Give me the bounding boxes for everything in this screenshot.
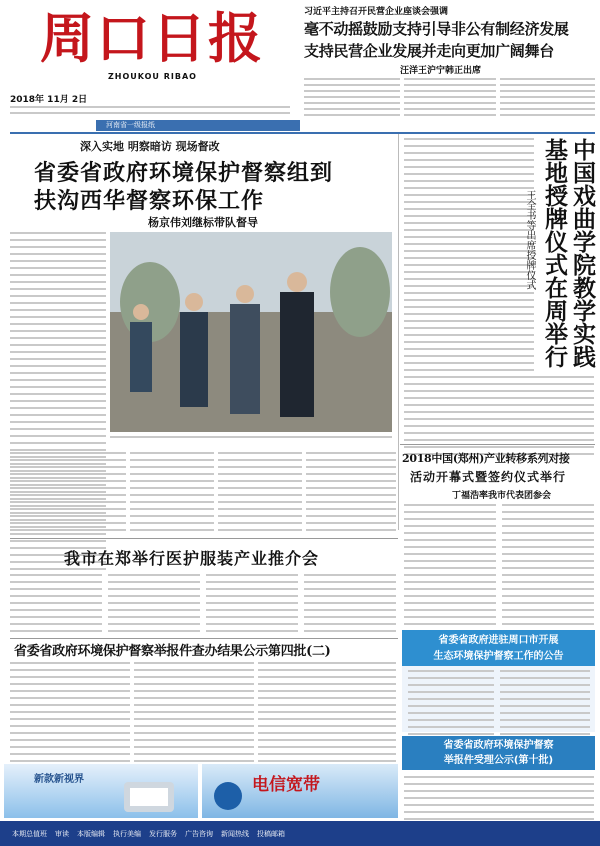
footer-item-distribution: 发行服务 <box>149 829 177 838</box>
medical-body-2 <box>108 574 200 632</box>
footer-item-email: 投稿邮箱 <box>257 829 285 838</box>
opera-title-col1: 中国戏曲学院教学实践 <box>569 138 596 368</box>
top-news-note: 汪洋王沪宁韩正出席 <box>400 66 482 76</box>
zz-rule <box>400 444 595 445</box>
notice2-title-line1: 省委省政府环境保护督察 <box>443 740 554 751</box>
lead-body-lower-2 <box>130 452 214 531</box>
results-body-3 <box>258 662 396 762</box>
footer-item-editor: 本版编辑 <box>77 829 105 838</box>
results-title: 省委省政府环境保护督察举报件查办结果公示第四批(二) <box>14 644 331 659</box>
notice1-title-line1: 省委省政府进驻周口市开展 <box>438 635 559 646</box>
medical-body-3 <box>206 574 298 632</box>
masthead-title: 周口日报 <box>40 6 264 70</box>
zz-title-line1: 2018中国(郑州)产业转移系列对接 <box>402 452 570 465</box>
zz-body-right <box>502 504 594 632</box>
notice1-header <box>402 630 595 666</box>
top-news-body-left <box>304 78 400 116</box>
ad-left-text: 新款新视界 <box>34 774 84 785</box>
zz-title-line2: 活动开幕式暨签约仪式举行 <box>410 470 567 484</box>
footer-item-review: 审读 <box>55 829 69 838</box>
footer-item-designer: 执行美编 <box>113 829 141 838</box>
top-news-line1: 毫不动摇鼓励支持引导非公有制经济发展 <box>304 20 569 38</box>
lead-body-lower-3 <box>218 452 302 531</box>
zz-byline: 丁福浩率我市代表团参会 <box>452 491 552 501</box>
zz-body-left <box>404 504 496 632</box>
lead-body-lower-1 <box>10 452 126 531</box>
lead-kicker: 深入实地 明察暗访 现场督改 <box>80 140 220 153</box>
medical-rule <box>10 538 398 539</box>
header-rule <box>10 132 595 134</box>
lead-title-line1: 省委省政府环境保护督察组到 <box>34 160 334 186</box>
top-news-sub: 习近平主持召开民营企业座谈会强调 <box>304 7 449 17</box>
medical-body-4 <box>304 574 396 632</box>
top-news-line2: 支持民营企业发展并走向更加广阔舞台 <box>304 42 554 60</box>
ad-right[interactable] <box>202 764 398 818</box>
ad-right-logo-icon <box>210 778 246 814</box>
opera-title-col2: 基地授牌仪式在周举行 <box>541 138 568 368</box>
lead-photo <box>110 232 392 432</box>
notice2-title-line2: 举报件受理公示(第十批) <box>443 755 554 766</box>
masthead-details <box>10 106 290 114</box>
notice1-title-line2: 生态环境保护督察工作的公告 <box>433 651 564 662</box>
column-divider <box>398 134 399 530</box>
footer-item-ads: 广告咨询 <box>185 829 213 838</box>
footer-bar <box>0 821 600 846</box>
photo-caption <box>110 436 392 438</box>
opera-subtitle: 王全书等出席授牌仪式 <box>524 190 535 290</box>
notice2-body <box>404 776 594 820</box>
level-badge: 河南省一级报纸 <box>96 120 300 131</box>
results-body-1 <box>10 662 130 762</box>
footer-item-hotline: 新闻热线 <box>221 829 249 838</box>
notice1-body-left <box>408 670 494 735</box>
results-body-2 <box>134 662 254 762</box>
notice1-body-right <box>500 670 590 735</box>
lead-body-lower-4 <box>306 452 396 531</box>
notice2-header <box>402 736 595 770</box>
photo-illustration <box>110 232 392 432</box>
ad-right-text: 电信宽带 <box>252 775 320 795</box>
medical-title: 我市在郑举行医护服装产业推介会 <box>64 549 320 568</box>
footer-item-duty: 本期总值班 <box>12 829 47 838</box>
top-news-body-mid <box>404 78 496 116</box>
lead-byline: 杨京伟刘继标带队督导 <box>148 216 258 229</box>
issue-date: 2018年 11月 2日 <box>10 95 88 105</box>
ad-left[interactable] <box>4 764 198 818</box>
top-news-body-right <box>500 78 595 116</box>
results-rule <box>10 638 398 639</box>
medical-body-1 <box>10 574 102 632</box>
masthead-pinyin: ZHOUKOU RIBAO <box>108 72 197 81</box>
ad-left-product-icon <box>124 778 184 814</box>
lead-title-line2: 扶沟西华督察环保工作 <box>34 188 265 214</box>
